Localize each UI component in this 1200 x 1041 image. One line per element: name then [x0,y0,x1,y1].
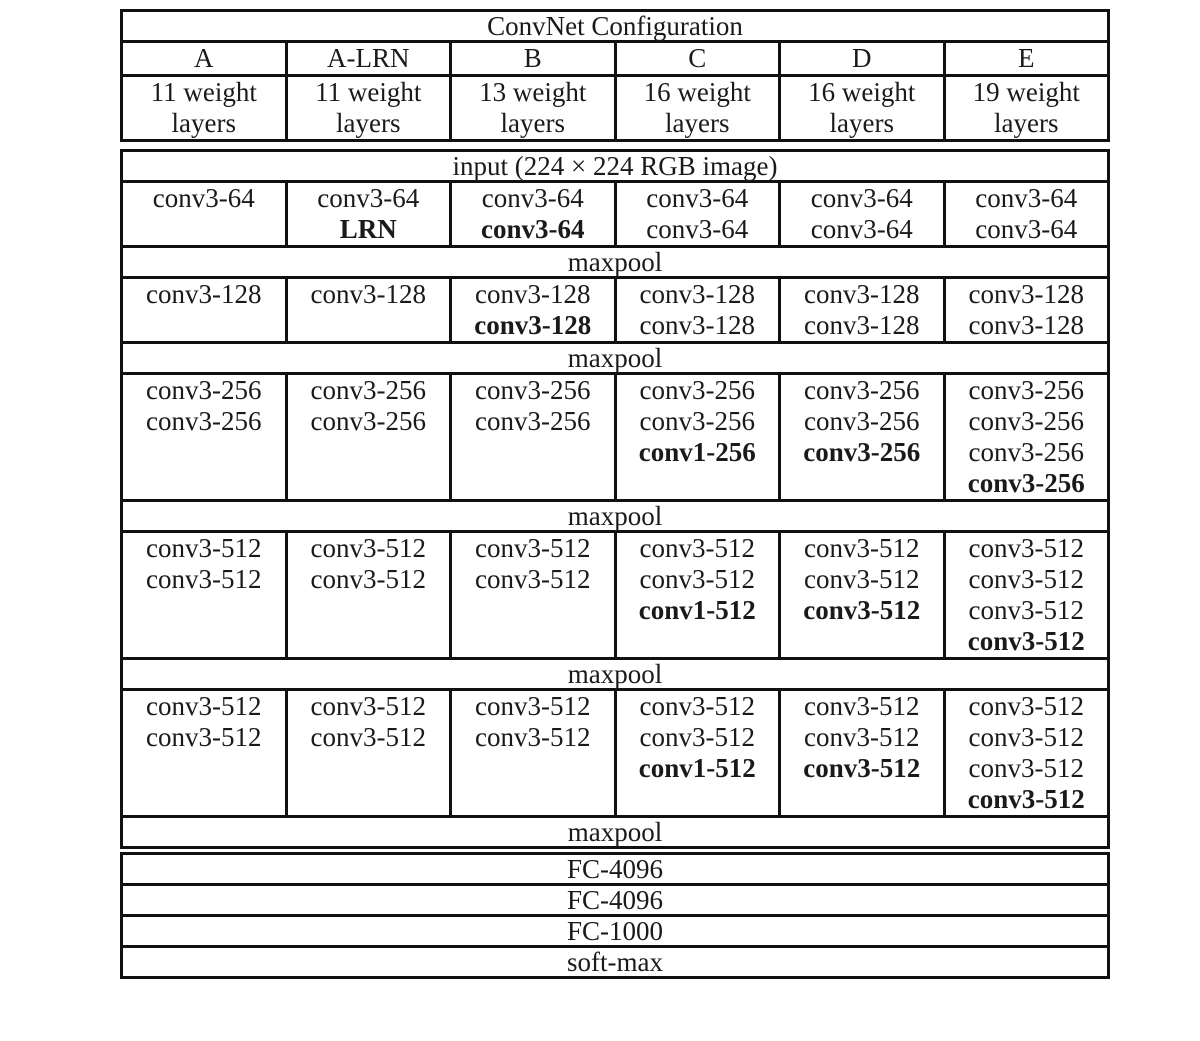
config-name: B [452,43,617,74]
layer-cell [452,375,617,499]
layer-cell [781,691,946,815]
tail-layer-label: soft-max [567,947,663,977]
layer-block-row [120,533,1110,660]
config-depth [946,77,1108,139]
layer-label: conv3-256 [639,406,755,436]
layer-block-row [120,375,1110,502]
depth-line: layers [994,108,1059,138]
depth-line: 16 weight [643,77,751,107]
layer-cell [288,279,453,341]
config-name: A [123,43,288,74]
layer-cell [946,533,1108,657]
config-depth [288,77,453,139]
layer-cell [452,691,617,815]
layer-label: conv3-128 [146,279,262,309]
layer-cell [452,279,617,341]
layer-label: conv3-512 [968,564,1084,594]
layer-label: conv3-512 [475,722,591,752]
layer-cell [123,279,288,341]
layer-cell [946,375,1108,499]
layer-label: conv3-64 [975,214,1078,244]
config-name: D [781,43,946,74]
maxpool-label: maxpool [567,659,663,689]
layer-label: conv3-128 [804,310,920,340]
depth-line: 11 weight [150,77,257,107]
config-depth [617,77,782,139]
layer-label: conv3-512 [967,626,1085,656]
maxpool-row [120,818,1110,849]
maxpool-row [120,502,1110,533]
tail-layer-row [120,852,1110,886]
layer-label: LRN [339,214,397,244]
layer-label: conv3-256 [968,437,1084,467]
layer-label: conv3-128 [310,279,426,309]
layer-label: conv3-512 [968,722,1084,752]
layer-cell [781,183,946,245]
depth-line: layers [171,108,236,138]
tail-layer-row [120,917,1110,948]
layer-cell [946,279,1108,341]
tail-layer-row [120,886,1110,917]
layer-label: conv3-256 [803,437,921,467]
layer-label: conv3-64 [152,183,255,213]
layer-label: conv3-256 [146,406,262,436]
layer-label: conv3-128 [475,279,591,309]
layer-cell [123,691,288,815]
layer-label: conv3-256 [475,406,591,436]
layer-cell [617,375,782,499]
layer-label: conv3-256 [310,406,426,436]
depth-line: layers [665,108,730,138]
layer-cell [946,183,1108,245]
layer-label: conv3-128 [639,279,755,309]
table-title-row [120,9,1110,43]
depth-line: layers [500,108,565,138]
layer-label: conv3-512 [310,722,426,752]
config-depth [123,77,288,139]
layer-label: conv3-64 [646,183,749,213]
layer-cell [288,533,453,657]
layer-label: conv3-256 [968,375,1084,405]
layer-label: conv3-512 [310,691,426,721]
layer-label: conv3-64 [975,183,1078,213]
config-depth [452,77,617,139]
depth-line: layers [336,108,401,138]
input-row [120,149,1110,183]
layer-cell [288,183,453,245]
layer-label: conv3-512 [146,533,262,563]
layer-label: conv3-256 [804,375,920,405]
layer-label: conv3-128 [474,310,592,340]
layer-label: conv3-256 [146,375,262,405]
layer-label: conv3-512 [803,753,921,783]
layer-cell [781,375,946,499]
layer-label: conv3-512 [968,533,1084,563]
layer-cell [781,279,946,341]
layer-label: conv3-512 [146,691,262,721]
layer-label: conv3-128 [968,310,1084,340]
maxpool-label: maxpool [567,343,663,373]
layer-label: conv3-512 [475,533,591,563]
config-name: A-LRN [288,43,453,74]
layer-label: conv3-64 [481,214,585,244]
layer-label: conv3-256 [967,468,1085,498]
layer-cell [452,183,617,245]
layer-label: conv1-256 [638,437,756,467]
config-name: C [617,43,782,74]
layer-label: conv3-512 [804,722,920,752]
layer-label: conv3-64 [810,214,913,244]
layer-cell [617,279,782,341]
layer-label: conv3-512 [968,595,1084,625]
maxpool-row [120,248,1110,279]
layer-label: conv3-64 [646,214,749,244]
layer-label: conv3-512 [968,691,1084,721]
config-depth [781,77,946,139]
config-name: E [1018,43,1035,73]
tail-layer-label: FC-1000 [566,916,664,946]
maxpool-row [120,660,1110,691]
layer-label: conv3-128 [968,279,1084,309]
layer-label: conv3-512 [639,722,755,752]
layer-label: conv1-512 [638,753,756,783]
layer-label: conv3-64 [810,183,913,213]
layer-label: conv3-512 [968,753,1084,783]
layer-label: conv3-512 [475,691,591,721]
layer-cell [781,533,946,657]
tail-layer-label: FC-4096 [566,854,664,884]
layer-label: conv3-512 [639,564,755,594]
input-label: input (224 × 224 RGB image) [452,151,778,181]
layer-cell [123,375,288,499]
layer-label: conv3-256 [804,406,920,436]
layer-cell [452,533,617,657]
layer-cell [617,183,782,245]
layer-blocks [120,183,1110,979]
layer-cell [617,533,782,657]
layer-cell [123,533,288,657]
layer-label: conv3-512 [967,784,1085,814]
layer-label: conv3-256 [968,406,1084,436]
table-title: ConvNet Configuration [487,11,743,41]
depth-line: 11 weight [315,77,422,107]
layer-label: conv3-512 [639,691,755,721]
config-depth-row [120,77,1110,142]
layer-label: conv3-64 [317,183,420,213]
maxpool-label: maxpool [567,501,663,531]
maxpool-row [120,344,1110,375]
layer-label: conv3-128 [639,310,755,340]
layer-label: conv1-512 [638,595,756,625]
layer-cell [288,691,453,815]
layer-label: conv3-512 [804,564,920,594]
layer-label: conv3-512 [804,533,920,563]
layer-block-row [120,279,1110,344]
maxpool-label: maxpool [567,817,663,847]
layer-label: conv3-256 [310,375,426,405]
depth-line: 13 weight [479,77,587,107]
layer-label: conv3-256 [475,375,591,405]
layer-block-row [120,183,1110,248]
layer-label: conv3-512 [310,533,426,563]
layer-cell [288,375,453,499]
maxpool-label: maxpool [567,247,663,277]
layer-label: conv3-512 [146,722,262,752]
convnet-configuration-table [120,9,1110,979]
layer-label: conv3-128 [804,279,920,309]
config-names-row [120,43,1110,77]
layer-label: conv3-512 [475,564,591,594]
layer-block-row [120,691,1110,818]
layer-label: conv3-512 [146,564,262,594]
tail-layer-label: FC-4096 [566,885,664,915]
layer-cell [946,691,1108,815]
layer-cell [123,183,288,245]
layer-label: conv3-512 [310,564,426,594]
layer-cell [617,691,782,815]
depth-line: layers [829,108,894,138]
layer-label: conv3-512 [804,691,920,721]
layer-label: conv3-256 [639,375,755,405]
layer-label: conv3-512 [639,533,755,563]
layer-label: conv3-64 [481,183,584,213]
layer-label: conv3-512 [803,595,921,625]
depth-line: 16 weight [808,77,916,107]
tail-layer-row [120,948,1110,979]
depth-line: 19 weight [972,77,1080,107]
